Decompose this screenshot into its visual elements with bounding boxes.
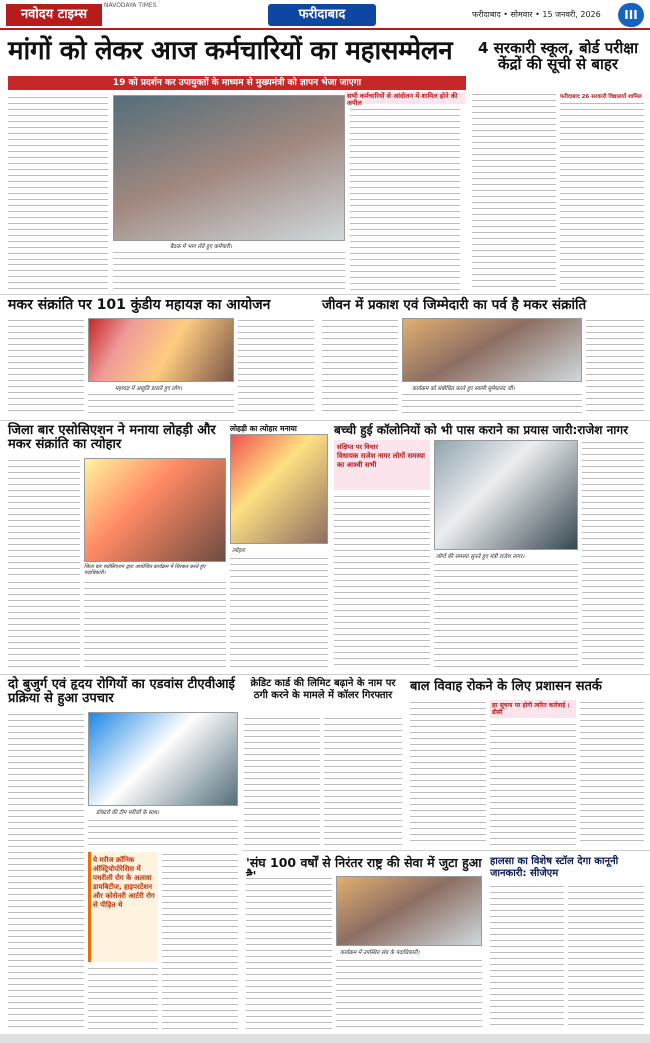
rss-photo [336, 876, 482, 946]
bar-assoc-headline: जिला बार एसोसिएशन ने मनाया लोहड़ी और मकर संक्रांति का त्योहार [8, 423, 216, 452]
divider [0, 294, 650, 295]
bar-assoc-photo [84, 458, 226, 562]
child-marriage-headline: बाल विवाह रोकने के लिए प्रशासन सतर्क [410, 679, 602, 694]
lohri-body [230, 556, 328, 670]
nagar-headline: बच्ची हुई कॉलोनियों को भी पास कराने का प्रयास जारी:राजेश नागर [334, 423, 629, 437]
nagar-body-col2 [434, 562, 578, 670]
jeevan-body-col4 [586, 318, 644, 416]
lead-deck: 19 को प्रदर्शन कर उपायुक्तों के माध्यम से मुख्यमंत्री को ज्ञापन भेजा जाएगा [8, 76, 466, 90]
rss-body-col1 [246, 876, 332, 1030]
kund-body-col4 [238, 318, 314, 416]
tavi-body-col3 [162, 852, 238, 1030]
jeevan-body-col1 [322, 318, 398, 416]
lead-body-under-photo [113, 250, 345, 290]
credit-body-col2 [324, 716, 402, 846]
masthead-logo: नवोदय टाइम्स [6, 4, 102, 26]
tavi-body-under [88, 818, 238, 848]
nagar-caption: लोगों की समस्या सुनते हुए मंत्री राजेश नागर। [436, 554, 525, 560]
page-number: III [618, 3, 644, 27]
schools-body-col1 [472, 92, 556, 290]
kund-headline: मकर संक्रांति पर 101 कुंडीय महायज्ञ का आयोजन [8, 297, 271, 313]
city-section-label: फरीदाबाद [268, 4, 376, 26]
child-marriage-box-title: हर सूचना पर होगी त्वरित कार्रवाई : डीसी [492, 702, 570, 716]
divider [0, 420, 650, 421]
tavi-headline: दो बुजुर्ग एवं हृदय रोगियों का एडवांस टीएवीआई प्रक्रिया से हुआ उपचार [8, 677, 235, 706]
jeevan-photo-caption: कार्यक्रम को संबोधित करते हुए स्वामी सुमेधानंद जी। [412, 386, 515, 392]
dateline: फरीदाबाद • सोमवार • 15 जनवरी, 2026 [472, 10, 601, 19]
masthead-subtitle: NAVODAYA TIMES [104, 2, 157, 9]
divider [242, 850, 650, 851]
lead-headline: मांगों को लेकर आज कर्मचारियों का महासम्मेलन [8, 36, 453, 66]
kund-body-under [88, 392, 234, 416]
rss-headline: 'संघ 100 वर्षों से निरंतर राष्ट्र की सेवा में जुटा हुआ [246, 855, 482, 870]
tavi-caption: डॉक्टरों की टीम मरीजों के साथ। [96, 810, 160, 816]
halsa-body-col2 [568, 884, 644, 1030]
lead-body-col1 [8, 95, 108, 261]
tavi-quote: ये मरीज क्रॉनिक ऑस्ट्रियोपोरेसिस में पथरीली रोग के अलावा डायबिटीज, हाइपरटेंशन और कोरोनरी आर्टरी रोग से पीड़ित थे [93, 856, 155, 909]
divider [0, 674, 650, 675]
jeevan-body-under [402, 392, 582, 416]
child-marriage-col2 [490, 722, 576, 846]
kund-body-col1 [8, 318, 84, 416]
nagar-body-col1 [334, 494, 430, 670]
lohri-photo [230, 434, 328, 544]
schools-subhead: फरीदाबाद 26 सरकारी विद्यालयों शामिल [560, 94, 642, 100]
lead-body-col1b [8, 262, 108, 290]
lohri-title: लोहड़ी का त्योहार मनाया [230, 424, 297, 433]
bar-assoc-body [8, 458, 80, 578]
tavi-photo [88, 712, 238, 806]
bar-assoc-body-3 [8, 580, 80, 670]
lead-photo-caption: बैठक में भाग लेते हुए कर्मचारी। [170, 244, 232, 250]
jeevan-headline: जीवन में प्रकाश एवं जिम्मेदारी का पर्व है मकर संक्रांति [322, 297, 587, 313]
rss-caption: कार्यक्रम में उपस्थित संघ के पदाधिकारी। [340, 950, 420, 956]
lead-body-col4 [350, 95, 460, 290]
nagar-photo [434, 440, 578, 550]
schools-headline: 4 सरकारी स्कूल, बोर्ड परीक्षा केंद्रों की सूची से बाहर [478, 39, 638, 73]
kund-photo [88, 318, 234, 382]
lohri-caption: त्योहार [232, 548, 245, 554]
nagar-box-text: विधायक राजेश नागर लोगों समस्या का आश्वी सभी [337, 452, 425, 469]
credit-body-col1 [244, 716, 320, 846]
rss-body-col2 [336, 958, 482, 1030]
schools-body-col2 [560, 101, 644, 290]
child-marriage-col3 [580, 700, 644, 846]
tavi-body-col2b [88, 966, 158, 1030]
bar-assoc-caption: जिला बार एसोसिएशन द्वारा आयोजित कार्यक्रम में शिरकत करते हुए पदाधिकारी। [84, 564, 206, 576]
jeevan-photo [402, 318, 582, 382]
lead-photo [113, 95, 345, 241]
bar-assoc-body-2 [84, 580, 226, 670]
nagar-box-title: संक्षिप्त पर विचार [337, 443, 379, 451]
child-marriage-col1 [410, 700, 486, 846]
halsa-headline: हालसा का विशेष स्टॉल देगा कानूनी जानकारी: सीजेएम [490, 856, 619, 879]
lead-sidebox-title: सभी कर्मचारियों से आंदोलन में शामिल होने की अपील [347, 92, 458, 107]
page-footer-bar [0, 1034, 650, 1043]
tavi-body-col1 [8, 712, 84, 1030]
kund-photo-caption: महायज्ञ में आहुति डालते हुए लोग। [115, 386, 183, 392]
credit-headline: क्रेडिट कार्ड की लिमिट बढ़ाने के नाम पर ठगी करने के मामले में कॉलर गिरफ्तार [250, 678, 396, 701]
halsa-body-col1 [490, 884, 564, 1030]
nagar-body-col3 [582, 440, 644, 670]
